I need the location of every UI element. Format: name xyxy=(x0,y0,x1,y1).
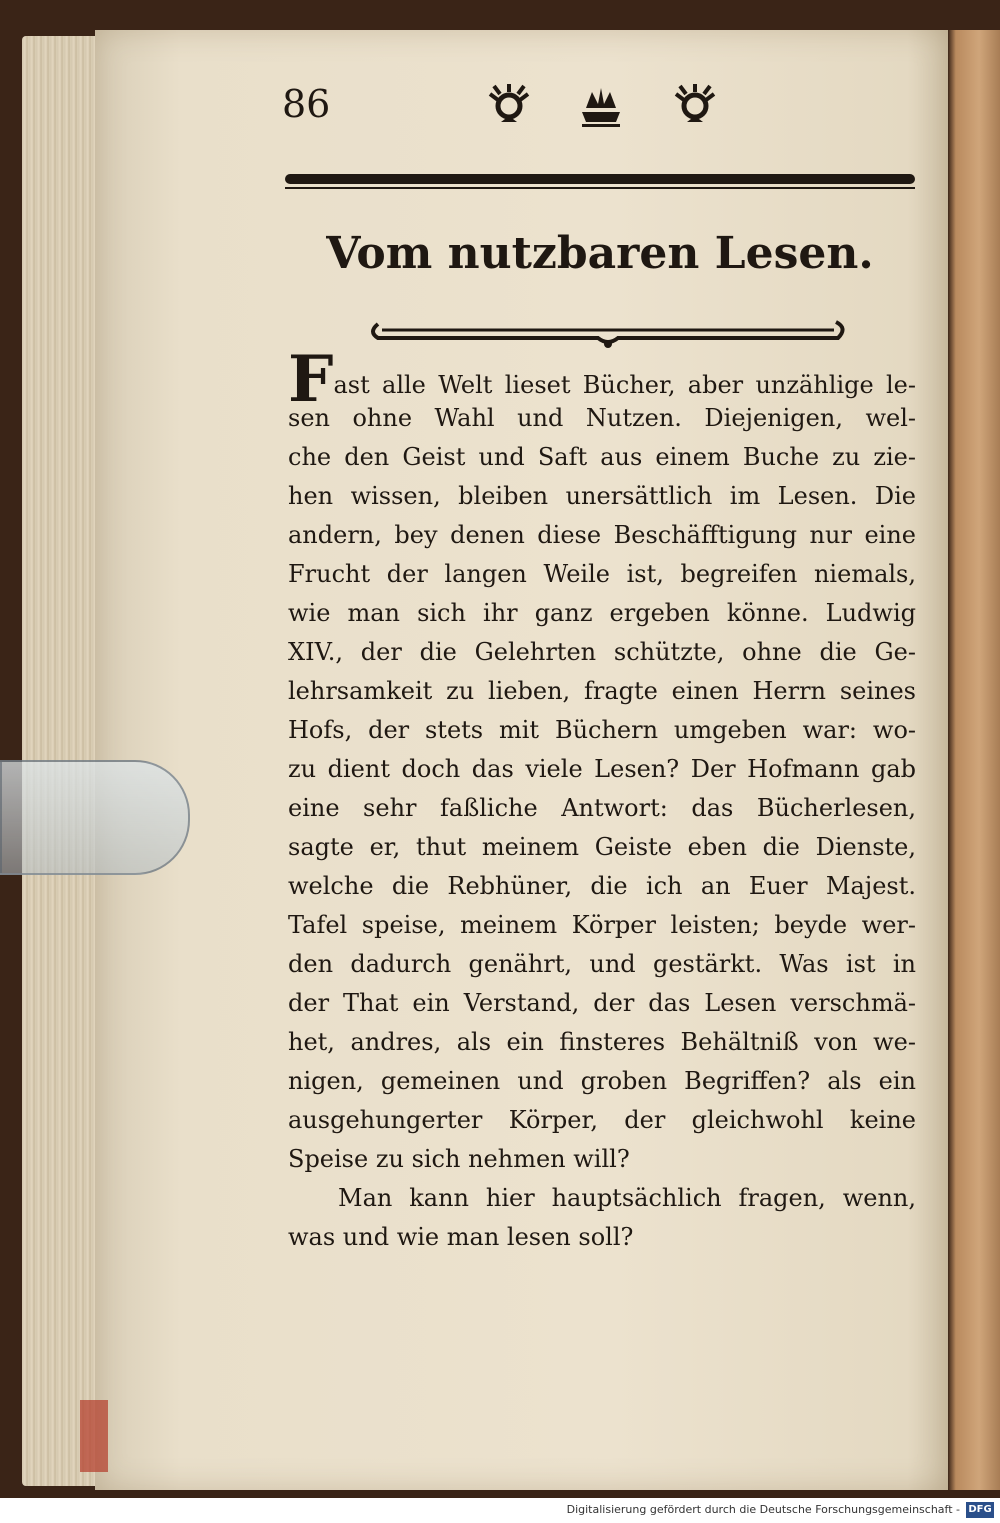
text-line: Man kann hier hauptsächlich fragen, wenn, xyxy=(338,1184,916,1212)
red-edge-mark xyxy=(80,1400,108,1472)
facing-page-edge xyxy=(948,30,1000,1490)
text-line: was und wie man lesen soll? xyxy=(288,1223,634,1251)
chapter-title: Vom nutzbaren Lesen. xyxy=(326,228,874,279)
text-line: Hofs, der stets mit Büchern umgeben war: wo- xyxy=(288,716,916,744)
body-text xyxy=(288,342,916,1257)
page-number: 86 xyxy=(282,82,331,126)
fleuron-icon xyxy=(486,82,532,128)
glass-page-weight xyxy=(0,760,190,875)
text-line: der That ein Verstand, der das Lesen verschmä- xyxy=(288,989,916,1017)
text-line: den dadurch genährt, und gestärkt. Was ist in xyxy=(288,950,916,978)
crown-fleuron-icon xyxy=(578,82,624,128)
footer-strip xyxy=(0,1498,1000,1523)
drop-cap: F xyxy=(288,342,334,417)
text-line: lehrsamkeit zu lieben, fragte einen Herrn seines xyxy=(288,677,916,705)
text-line-first: Fast alle Welt lieset Bücher, aber unzählige le- xyxy=(288,342,916,417)
text-line: ausgehungerter Körper, der gleichwohl keine xyxy=(288,1106,916,1134)
text-line: sagte er, thut meinem Geiste eben die Dienste, xyxy=(288,833,916,861)
header-rule xyxy=(285,174,915,184)
text-line: Speise zu sich nehmen will? xyxy=(288,1145,630,1173)
text-line: che den Geist und Saft aus einem Buche zu zie- xyxy=(288,443,916,471)
text-line: XIV., der die Gelehrten schützte, ohne die Ge- xyxy=(288,638,916,666)
text-line: zu dient doch das viele Lesen? Der Hofmann gab xyxy=(288,755,916,783)
text-line: sen ohne Wahl und Nutzen. Diejenigen, wel- xyxy=(288,404,916,432)
scroll-rule-ornament xyxy=(368,314,848,354)
text-line: welche die Rebhüner, die ich an Euer Majest. xyxy=(288,872,916,900)
text-line: nigen, gemeinen und groben Begriffen? als ein xyxy=(288,1067,916,1095)
text-line: Frucht der langen Weile ist, begreifen niemals, xyxy=(288,560,916,588)
text-line: wie man sich ihr ganz ergeben könne. Ludwig xyxy=(288,599,916,627)
text-line: Tafel speise, meinem Körper leisten; beyde wer- xyxy=(288,911,916,939)
text-line: eine sehr faßliche Antwort: das Bücherlesen, xyxy=(288,794,916,822)
text-line: andern, bey denen diese Beschäfftigung nur eine xyxy=(288,521,916,549)
text-line: hen wissen, bleiben unersättlich im Lesen. Die xyxy=(288,482,916,510)
dfg-logo: DFG xyxy=(966,1502,994,1518)
text-line: het, andres, als ein finsteres Behältniß von we- xyxy=(288,1028,916,1056)
fleuron-icon xyxy=(672,82,718,128)
footer-credit: Digitalisierung gefördert durch die Deutsche Forschungsgemeinschaft - xyxy=(566,1503,960,1516)
